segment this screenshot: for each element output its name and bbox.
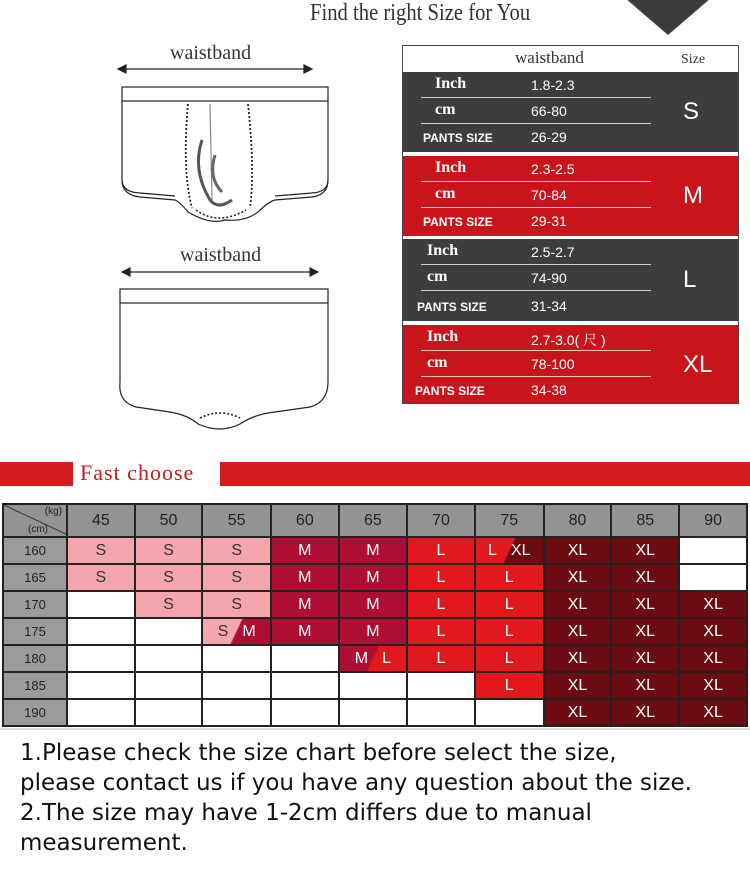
size-cell: L xyxy=(475,672,544,699)
corner-kg-label: (kg) xyxy=(44,506,63,517)
size-value: 74-90 xyxy=(531,270,567,286)
size-cell: S xyxy=(135,537,203,564)
size-cell: M xyxy=(339,564,408,591)
fast-choose-bar-right xyxy=(220,462,750,486)
brief-illustration-bottom xyxy=(100,262,340,437)
weight-header-cell: 65 xyxy=(339,504,408,537)
size-letter: XL xyxy=(683,351,713,378)
size-cell xyxy=(67,645,135,672)
size-cell: XL xyxy=(679,591,747,618)
size-cell: S xyxy=(202,591,271,618)
size-cell xyxy=(67,591,135,618)
height-header-cell: 170 xyxy=(3,591,67,618)
size-cell xyxy=(407,672,475,699)
height-header-cell: 175 xyxy=(3,618,67,645)
size-cell: L xyxy=(407,645,475,672)
note-line-3: 2.The size may have 1-2cm differs due to manual xyxy=(20,800,592,826)
size-cell: XL xyxy=(679,699,747,726)
weight-header-cell: 55 xyxy=(202,504,271,537)
height-header-cell: 185 xyxy=(3,672,67,699)
size-block-xl xyxy=(403,325,738,403)
size-table xyxy=(402,45,739,404)
height-header-cell: 180 xyxy=(3,645,67,672)
height-header-cell: 165 xyxy=(3,564,67,591)
size-cell: L xyxy=(407,618,475,645)
size-cell: XL xyxy=(611,591,679,618)
size-cell xyxy=(67,672,135,699)
size-cell xyxy=(202,699,271,726)
size-block-m xyxy=(403,156,738,236)
size-cell xyxy=(67,618,135,645)
size-table-header xyxy=(403,46,738,72)
size-cell: XL xyxy=(544,672,612,699)
size-value: 34-38 xyxy=(531,382,567,398)
size-value: 78-100 xyxy=(531,356,575,372)
size-cell xyxy=(339,699,408,726)
fast-choose-title: Fast choose xyxy=(80,460,195,485)
size-value: 29-31 xyxy=(531,213,567,229)
page-title: Find the right Size for You xyxy=(310,0,531,26)
height-header-cell: 190 xyxy=(3,699,67,726)
unit-label: Inch xyxy=(435,159,467,176)
size-cell: M xyxy=(339,591,408,618)
grid-row xyxy=(3,618,747,645)
grid-corner-cell xyxy=(3,504,67,537)
size-cell: L xyxy=(407,591,475,618)
size-cell xyxy=(202,672,271,699)
size-value: 2.7-3.0( 尺 ) xyxy=(531,332,606,348)
size-cell xyxy=(135,672,203,699)
size-cell: M xyxy=(271,537,339,564)
grid-row xyxy=(3,537,747,564)
size-value: 31-34 xyxy=(531,298,567,314)
weight-header-cell: 70 xyxy=(407,504,475,537)
unit-label: Inch xyxy=(427,328,459,345)
size-cell: S xyxy=(135,564,203,591)
notes xyxy=(20,738,748,858)
grid-row xyxy=(3,591,747,618)
size-block-s xyxy=(403,72,738,152)
size-value: 1.8-2.3 xyxy=(531,77,575,93)
size-cell xyxy=(407,699,475,726)
weight-header-cell: 60 xyxy=(271,504,339,537)
size-cell: XL xyxy=(544,645,612,672)
size-cell xyxy=(271,699,339,726)
brief-illustration-top xyxy=(100,60,340,235)
size-letter: L xyxy=(683,266,697,293)
waistband-label-top: waistband xyxy=(170,42,252,64)
size-cell: L xyxy=(407,537,475,564)
unit-label: cm xyxy=(435,101,456,118)
size-cell: XL xyxy=(611,564,679,591)
size-value: 66-80 xyxy=(531,103,567,119)
unit-label: PANTS SIZE xyxy=(423,215,493,229)
unit-label: cm xyxy=(427,354,448,371)
size-cell: XL xyxy=(679,672,747,699)
size-cell: S xyxy=(67,564,135,591)
size-cell xyxy=(135,645,203,672)
size-table-header-size: Size xyxy=(681,52,706,67)
size-cell: XL xyxy=(679,618,747,645)
size-cell: S xyxy=(202,564,271,591)
grid-row xyxy=(3,672,747,699)
grid-header-row xyxy=(3,504,747,537)
size-cell: XL xyxy=(544,564,612,591)
size-block-l xyxy=(403,239,738,321)
note-line-2: please contact us if you have any question about the size. xyxy=(20,770,692,796)
size-cell: L xyxy=(407,564,475,591)
size-value: 26-29 xyxy=(531,129,567,145)
size-cell: S xyxy=(135,591,203,618)
size-cell: XL xyxy=(544,618,612,645)
size-cell: M xyxy=(339,618,408,645)
unit-label: Inch xyxy=(427,242,459,259)
size-value: 2.5-2.7 xyxy=(531,244,575,260)
fast-choose-bar-left xyxy=(0,462,73,486)
weight-header-cell: 45 xyxy=(67,504,135,537)
note-line-1: 1.Please check the size chart before select the size, xyxy=(20,740,617,766)
size-cell: XL xyxy=(611,699,679,726)
unit-label: PANTS SIZE xyxy=(423,131,493,145)
size-cell: XL xyxy=(544,591,612,618)
size-cell: XL xyxy=(611,618,679,645)
size-cell: S xyxy=(67,537,135,564)
size-cell xyxy=(679,564,747,591)
weight-header-cell: 85 xyxy=(611,504,679,537)
size-cell: M xyxy=(271,564,339,591)
size-cell: M L xyxy=(339,645,408,672)
weight-header-cell: 50 xyxy=(135,504,203,537)
height-header-cell: 160 xyxy=(3,537,67,564)
size-cell xyxy=(271,645,339,672)
unit-label: PANTS SIZE xyxy=(417,300,487,314)
size-value: 70-84 xyxy=(531,187,567,203)
header-triangle-decoration xyxy=(625,0,711,35)
size-cell xyxy=(67,699,135,726)
fast-choose-grid xyxy=(2,503,748,721)
size-cell: L xyxy=(475,645,544,672)
size-cell: XL xyxy=(544,537,612,564)
size-cell: XL xyxy=(611,645,679,672)
size-cell: L XL xyxy=(475,537,544,564)
waistband-label-bottom: waistband xyxy=(180,244,262,266)
divider xyxy=(0,728,750,730)
size-cell: M xyxy=(271,591,339,618)
size-cell xyxy=(475,699,544,726)
grid-row xyxy=(3,699,747,726)
size-cell: S xyxy=(202,537,271,564)
size-cell: M xyxy=(339,537,408,564)
size-letter: M xyxy=(683,182,703,209)
corner-cm-label: (cm) xyxy=(28,524,48,535)
size-cell: XL xyxy=(544,699,612,726)
size-cell: XL xyxy=(611,672,679,699)
size-cell xyxy=(135,618,203,645)
weight-header-cell: 80 xyxy=(544,504,612,537)
size-cell xyxy=(679,537,747,564)
size-table-header-waistband: waistband xyxy=(515,48,584,67)
size-cell xyxy=(271,672,339,699)
size-cell: S M xyxy=(202,618,271,645)
weight-header-cell: 90 xyxy=(679,504,747,537)
unit-label: Inch xyxy=(435,75,467,92)
size-value: 2.3-2.5 xyxy=(531,161,575,177)
size-cell xyxy=(339,672,408,699)
size-cell: L xyxy=(475,618,544,645)
weight-header-cell: 75 xyxy=(475,504,544,537)
size-cell xyxy=(202,645,271,672)
grid-row xyxy=(3,645,747,672)
size-cell: L xyxy=(475,564,544,591)
size-cell: XL xyxy=(679,645,747,672)
unit-label: cm xyxy=(427,268,448,285)
size-letter: S xyxy=(683,98,700,125)
size-cell: XL xyxy=(611,537,679,564)
unit-label: PANTS SIZE xyxy=(415,384,485,398)
size-cell xyxy=(135,699,203,726)
unit-label: cm xyxy=(435,185,456,202)
grid-row xyxy=(3,564,747,591)
size-cell: M xyxy=(271,618,339,645)
note-line-4: measurement. xyxy=(20,830,188,856)
size-cell: L xyxy=(475,591,544,618)
